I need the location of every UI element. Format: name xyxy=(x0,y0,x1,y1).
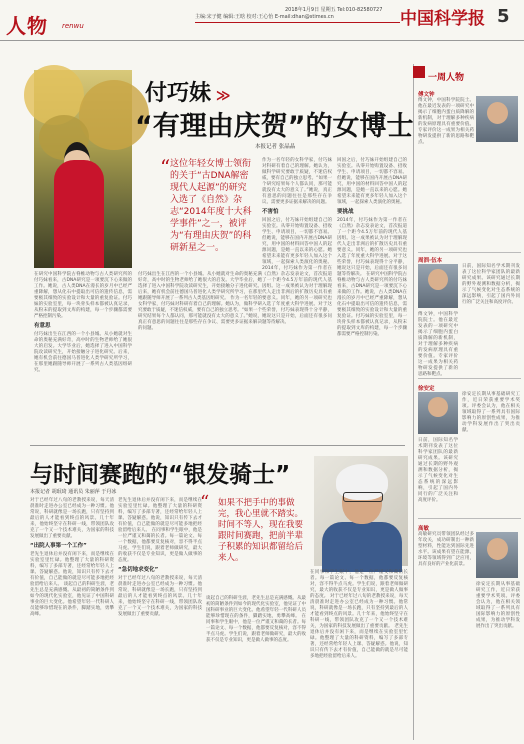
issue-date: 2018年1月9日 星期五 Tel:010-82580727 xyxy=(285,7,383,13)
quote-mark: “ xyxy=(200,492,210,513)
story2-column-c: 谈起自己的科研生涯，老先生总是充满感慨。从最初的简陋条件到如今的现代化实验室，他见证了中国科研事业的巨大变化。他希望年轻一代科研人员能够珍惜现在的条件，脚踏实地，勇攀高峰。 在同事和学生眼中，他是一位严谨又和蔼的长者。每一篇论文、每一个数据，他都要反复核对，容不得半点马虎。学生们说，跟着老师做研究，最大的收获不仅是专业知识，更是做人做事的态度。 xyxy=(206,596,306,643)
story1-column-a: 在研究中国科学院古脊椎动物与古人类研究所的付巧妹看来，古DNA研究是一项要沉下心来做的工作。她说，古人类DNA在漫长的岁月中已经严重降解，想从化石中提取出可信的遗传信息，需要极其细致的实验设计和大量的重复验证。付巧妹的实验室里，每一块骨头样本都被认真记录，从粉末的提取到文库的构建，每一个步骤都需要严格控制污染。 有意思 付巧妹出生在江西的一个小县城。从小她就对生命的奥秘充满好奇，高中时的生物老师给了她很大的启发。大学毕业后，她选择了进入中国科学院攻读研究生，开始接触分子进化研究。后来，她有机会前往德国马普进化人类学研究所学习，在那里她跟随导师开展了一系列古人类基因组研究。 xyxy=(34,272,132,373)
sidebar-item-text: 日前，国际知名学术期刊发表了这位科学家团队的最新研究成果。该研究通过长期的野外观测和数据分析，揭示了气候变化对生态系统的深远影响，引起了国内外同行的广泛关注和高度评价。 xyxy=(462,264,520,305)
sidebar-border xyxy=(413,64,414,740)
sidebar-divider xyxy=(418,252,521,253)
story2-column-b: 老先生退休后并没有闲下来，而是继续在实验室里忙碌。他整理了大量的科研资料，编写了多部专著，还经常给年轻人上课、答疑解惑。他说，知识只有传下去才有价值，自己能做的就是尽可能多地把经验留给后来人。 在同事和学生眼中，他是一位严谨又和蔼的长者。每一篇论文、每一个数据，他都要反复核对，容不得半点马虎。学生们说，跟着老师做研究，最大的收获不仅是专业知识，更是做人做事的态度。 “急切地求变化” 对于已经年过八旬的老教授来说，每天清晨准时走进办公室已经成为一种习惯。他常说，科研就像是一场长跑，只有坚持到最后的人才能看到终点的风景。几十年来，他始终坚守在科研一线，带领团队攻克了一个又一个技术难关，为国家的科技发展做出了重要贡献。 xyxy=(118,498,203,617)
page-header xyxy=(0,0,524,40)
portrait-photo xyxy=(476,532,518,578)
story1-column-d: 回国之后，付巧妹开始组建自己的实验室。从零开始购置设备、招收学生、申请项目，一切都不容易。但她说，能够在国内开展古DNA研究，用中国的材料回答中国人的起源问题，是她一直以来的心愿。她希望未来能有更多年轻人加入这个领域，一起探索人类演化的奥秘。 要挑战 2014年，付巧妹作为第一作者在《自然》杂志发表论文，首次报道了一个距今4.5万年前的现代人基因组。这一成果被认为对于理解现代人走出非洲后的扩散历史具有重要意义。同年，她的另一项研究也入选了年度重大科学进展。对于这些荣誉，付巧妹表现得十分平静，她说这只是开始，后面还有很多问题等待解决。 在研究中国科学院古脊椎动物与古人类研究所的付巧妹看来，古DNA研究是一项要沉下心来做的工作。她说，古人类DNA在漫长的岁月中已经严重降解，想从化石中提取出可信的遗传信息，需要极其细致的实验设计和大量的重复验证。付巧妹的实验室里，每一块骨头样本都被认真记录，从粉末的提取到文库的构建，每一个步骤都需要严格控制污染。 xyxy=(337,158,408,337)
sidebar-item-text: 高敏研究员带领团队经过多年攻关，成功研制出一种新型材料，性能达到国际先进水平。该成果有望在能源、环境等领域得到广泛应用，具有良好的产业化前景。 xyxy=(418,532,474,567)
story1-headline: “有理由庆贺”的女博士 xyxy=(135,111,414,142)
section-title: 人物 xyxy=(6,14,48,38)
elderly-scientist-photo xyxy=(314,456,408,566)
section-title-en: renwu xyxy=(62,22,84,30)
portrait-photo xyxy=(476,96,518,142)
editor-credits: 主编:宋子健 编辑:王晗 校对:王心怡 E-mail:dhan@stimes.cn xyxy=(195,14,334,20)
sidebar-item-title: 周泗·伍本 xyxy=(418,258,443,264)
sidebar-item-text-cont: 日前，国际知名学术期刊发表了这位科学家团队的最新研究成果。该研究通过长期的野外观测和数据分析，揭示了气候变化对生态系统的深远影响，引起了国内外同行的广泛关注和高度评价。 xyxy=(418,438,458,503)
header-divider xyxy=(0,40,524,41)
story1-byline: 本报记者 张晶晶 xyxy=(255,144,296,150)
sidebar-item-title: 高敏 xyxy=(418,526,430,532)
sidebar-item-title: 傅文钟 xyxy=(418,92,435,98)
sidebar-item-text: 傅文钟，中国科学院院士。他在最近发表的一项研究中揭示了细胞内蛋白质降解的新机制，对于理解多种疾病的发病原理具有重要价值。专家评价这一成果为相关药物研发提供了新的思路和靶点。 xyxy=(418,98,474,145)
sidebar-item-text-cont: 徐安定长期从事基础研究工作，近日荣获重要学术奖项。评委会认为，他在相关领域取得了一系列具有国际影响力的原创性成果，为推动学科发展作出了突出贡献。 xyxy=(476,582,520,629)
sidebar-item-title: 徐安定 xyxy=(418,386,435,392)
header-rule xyxy=(195,22,400,23)
story2-byline: 本报记者 胡珉琦 通讯员 朱丽萍 于丹冰 xyxy=(30,489,117,495)
sidebar-item-text: 徐安定长期从事基础研究工作，近日荣获重要学术奖项。评委会认为，他在相关领域取得了一系列具有国际影响力的原创性成果，为推动学科发展作出了突出贡献。 xyxy=(462,392,520,433)
story1-kicker: 付巧妹 ≫ xyxy=(145,81,231,106)
portrait-photo xyxy=(418,392,458,434)
sidebar-marker xyxy=(413,66,425,78)
story-divider xyxy=(30,445,405,446)
sidebar-item-text-cont: 傅文钟，中国科学院院士。他在最近发表的一项研究中揭示了细胞内蛋白质降解的新机制，对于理解多种疾病的发病原理具有重要价值。专家评价这一成果为相关药物研发提供了新的思路和靶点。 xyxy=(418,312,458,377)
fu-qiaomei-photo xyxy=(34,70,132,268)
story2-column-a: 对于已经年过八旬的老教授来说，每天清晨准时走进办公室已经成为一种习惯。他常说，科研就像是一场长跑，只有坚持到最后的人才能看到终点的风景。几十年来，他始终坚守在科研一线，带领团队攻克了一个又一个技术难关，为国家的科技发展做出了重要贡献。 “出院人事第一个工作” 老先生退休后并没有闲下来，而是继续在实验室里忙碌。他整理了大量的科研资料，编写了多部专著，还经常给年轻人上课、答疑解惑。他说，知识只有传下去才有价值，自己能做的就是尽可能多地把经验留给后来人。 谈起自己的科研生涯，老先生总是充满感慨。从最初的简陋条件到如今的现代化实验室，他见证了中国科研事业的巨大变化。他希望年轻一代科研人员能够珍惜现在的条件，脚踏实地，勇攀高峰。 xyxy=(30,498,115,617)
page-number: 5 xyxy=(497,6,510,27)
quote-mark: “ xyxy=(160,155,171,179)
sidebar-divider xyxy=(418,518,521,519)
sidebar-heading: 一周人物 xyxy=(428,73,465,83)
story1-column-c: 作为一名年轻的女科学家，付巧妹对科研有着自己的理解。她认为，做科学研究要敢于质疑，不迷信权威，要有自己的独立思考。“如果一个研究结果每个人都认同，那可能就没有太大的意义了。”她说，真正有意思的问题往往是那些存在争议、需要更多证据来解决的问题。 不害怕 回国之后，付巧妹开始组建自己的实验室。从零开始购置设备、招收学生、申请项目，一切都不容易。但她说，能够在国内开展古DNA研究，用中国的材料回答中国人的起源问题，是她一直以来的心愿。她希望未来能有更多年轻人加入这个领域，一起探索人类演化的奥秘。 2014年，付巧妹作为第一作者在《自然》杂志发表论文，首次报道了一个距今4.5万年前的现代人基因组。这一成果被认为对于理解现代人走出非洲后的扩散历史具有重要意义。同年，她的另一项研究也入选了年度重大科学进展。对于这些荣誉，付巧妹表现得十分平静，她说这只是开始，后面还有很多问题等待解决。 xyxy=(262,158,332,325)
story2-column-d: 在同事和学生眼中，他是一位严谨又和蔼的长者。每一篇论文、每一个数据，他都要反复核对，容不得半点马虎。学生们说，跟着老师做研究，最大的收获不仅是专业知识，更是做人做事的态度。 对于已经年过八旬的老教授来说，每天清晨准时走进办公室已经成为一种习惯。他常说，科研就像是一场长跑，只有坚持到最后的人才能看到终点的风景。几十年来，他始终坚守在科研一线，带领团队攻克了一个又一个技术难关，为国家的科技发展做出了重要贡献。 老先生退休后并没有闲下来，而是继续在实验室里忙碌。他整理了大量的科研资料，编写了多部专著，还经常给年轻人上课、答疑解惑。他说，知识只有传下去才有价值，自己能做的就是尽可能多地把经验留给后来人。 xyxy=(310,570,409,659)
story1-column-b: 付巧妹出生在江西的一个小县城。从小她就对生命的奥秘充满好奇，高中时的生物老师给了她很大的启发。大学毕业后，她选择了进入中国科学院攻读研究生，开始接触分子进化研究。后来，她有机会前往德国马普进化人类学研究所学习，在那里她跟随导师开展了一系列古人类基因组研究。 作为一名年轻的女科学家，付巧妹对科研有着自己的理解。她认为，做科学研究要敢于质疑，不迷信权威，要有自己的独立思考。“如果一个研究结果每个人都认同，那可能就没有太大的意义了。”她说，真正有意思的问题往往是那些存在争议、需要更多证据来解决的问题。 xyxy=(138,272,263,331)
story1-pull-quote: 这位年轻女博士领衔的关于“古DNA解密现代人起源”的研究入选了《自然》杂志“2014年度十大科学事件”之一，被评为“有理由庆贺”的科研新星之一。 xyxy=(170,159,252,253)
story2-headline: 与时间赛跑的“银发骑士” xyxy=(30,462,291,488)
story2-pull-quote: 如果不把手中的事做完，我心里就不踏实。时间不等人，现在我要跟时间赛跑，把前半辈子积累的知识都留给后来人。 xyxy=(218,498,304,563)
portrait-photo xyxy=(418,264,458,308)
newspaper-logo: 中国科学报 xyxy=(400,9,485,29)
sidebar-divider xyxy=(418,378,521,379)
